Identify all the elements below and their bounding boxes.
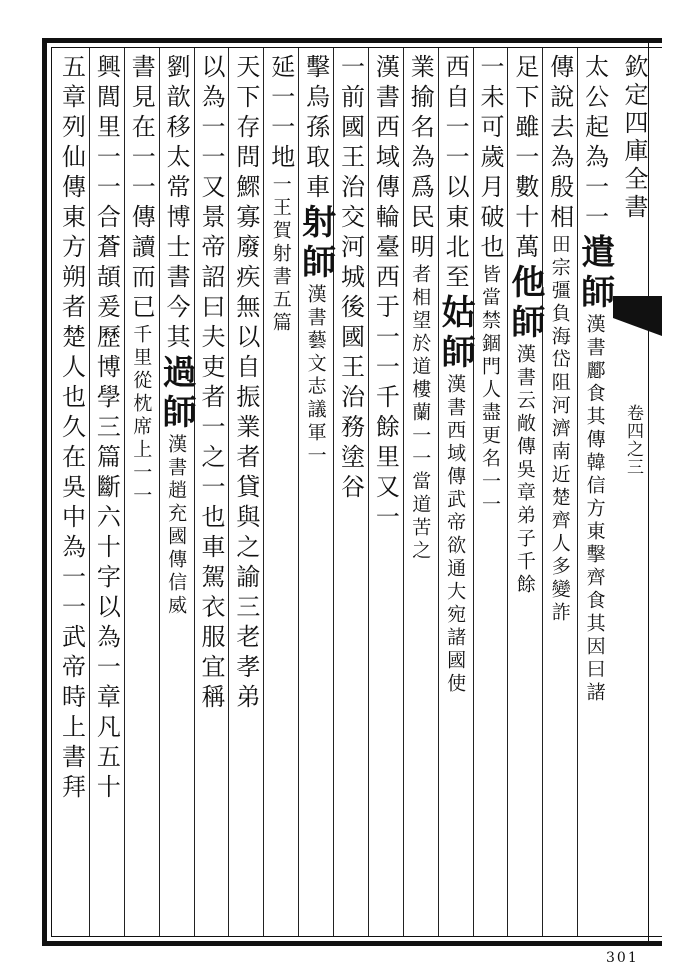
- text-run: 西自一一以東北至: [441, 54, 470, 294]
- text-run: 漢書云敞傳吳章弟子千餘: [513, 344, 536, 597]
- text-run: 一未可歲月破也: [475, 54, 504, 264]
- text-run: 足下雖一數十萬: [510, 54, 539, 264]
- text-run: 以為一一又景帝詔曰夫吏者一之一也車駕衣服宜稱: [196, 54, 225, 714]
- text-run: 漢書藝文志議軍一: [304, 284, 327, 468]
- entry-heading: 射師: [295, 204, 336, 284]
- entry-heading: 遣師: [574, 234, 615, 314]
- text-run: 一王賀射書五篇: [269, 174, 292, 335]
- text-run: 業揄名為爲民明: [406, 54, 435, 264]
- text-run: 一前國王治交河城後國王治務塗谷: [336, 54, 365, 504]
- text-run: 漢書西域傳武帝欲通大宛諸國使: [444, 374, 467, 696]
- text-run: 傳說去為殷相: [545, 54, 574, 234]
- text-run: 千里從枕席上一一: [130, 324, 153, 508]
- text-run: 延一一地: [266, 54, 295, 174]
- text-run: 者相望於道樓蘭一一當道苦之: [409, 264, 432, 563]
- text-run: 書見在一一傳讀而已: [127, 54, 156, 324]
- text-column: [49, 54, 93, 934]
- text-run: 田宗彊負海岱阻河濟南近楚齊人多變詐: [548, 234, 571, 625]
- text-run: 五章列仙傳東方朔者楚人也久在吳中為一一武帝時上書拜: [57, 54, 86, 804]
- text-run: 擊烏孫取車: [301, 54, 330, 204]
- entry-heading: 姑師: [435, 294, 476, 374]
- entry-heading: 他師: [504, 264, 545, 344]
- text-run: 皆當禁錮門人盡更名一一: [478, 264, 501, 517]
- text-run: 興閭里一一合蒼頡爰歷博學三篇斷六十字以為一章凡五十: [92, 54, 121, 804]
- center-fold-edge: [648, 38, 663, 946]
- text-run: 漢書酈食其傳韓信方東擊齊食其因曰諸: [583, 314, 606, 705]
- text-run: 天下存問鰥寡廢疾無以自振業者貸與之諭三老孝弟: [231, 54, 260, 714]
- text-run: 劉歆移太常博士書今其: [162, 54, 191, 354]
- text-run: 漢書西域傳輪臺西于一一千餘里又一: [371, 54, 400, 534]
- page-number: 301: [606, 950, 639, 966]
- volume-label: 卷四之三: [623, 404, 643, 476]
- text-run: 太公起為一一: [580, 54, 609, 234]
- book-title: 欽定四庫全書: [620, 54, 648, 222]
- text-run: 漢書趙充國傳信威: [165, 434, 188, 618]
- entry-heading: 過師: [156, 354, 197, 434]
